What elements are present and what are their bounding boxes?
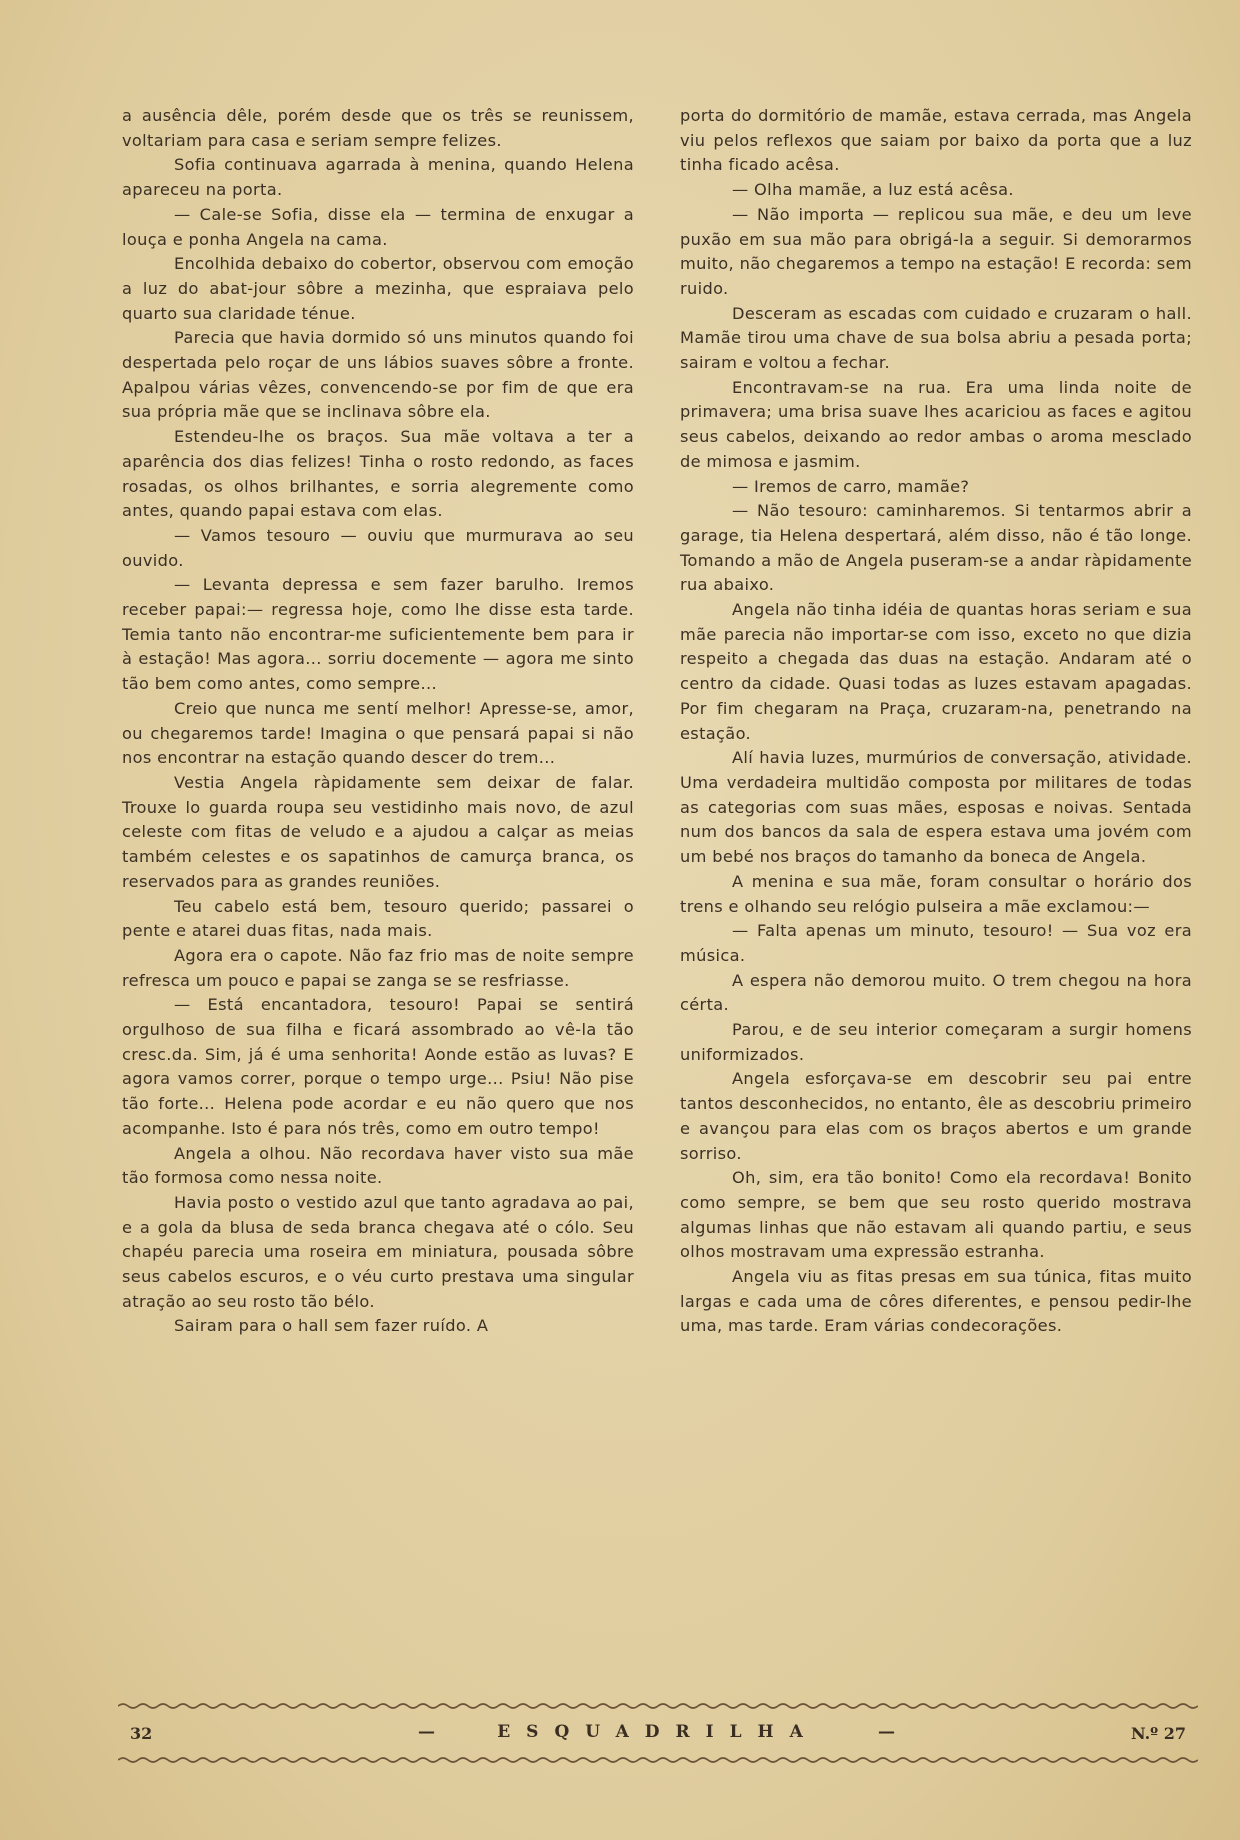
paragraph: Creio que nunca me sentí melhor! Apresse-se, amor, ou chegaremos tarde! Imagina o que pensará papai si não nos encontrar na estação quando descer do trem... <box>122 698 634 768</box>
paragraph: — Falta apenas um minuto, tesouro! — Sua voz era música. <box>680 921 1192 965</box>
paragraph: Estendeu-lhe os braços. Sua mãe voltava a ter a aparência dos dias felizes! Tinha o rosto redondo, as faces rosadas, os olhos brilhantes, e sorria alegremente como antes, quando papai estava com elas. <box>122 427 634 521</box>
magazine-title: ESQUADRILHA <box>497 1722 819 1742</box>
paragraph: Angela não tinha idéia de quantas horas seriam e sua mãe parecia não importar-se com isso, exceto no que dizia respeito a chegada das duas na estação. Andaram até o centro da cidade. Quasi todas as luzes estavam apagadas. Por fim chegaram na Praça, cruzaram-na, penetrando na estação. <box>680 600 1192 743</box>
bottom-wavy-rule <box>118 1756 1198 1764</box>
paragraph: — Está encantadora, tesouro! Papai se sentirá orgulhoso de sua filha e ficará assombrado ao vê-la tão cresc.da. Sim, já é uma senhorita! Aonde estão as luvas? E agora vamos correr, porque o tempo urge... Psiu! Não pise tão forte... Helena pode acordar e eu não quero que nos acompanhe. Isto é para nós três, como em outro tempo! <box>122 995 634 1138</box>
footer-dash-right: — <box>878 1722 895 1742</box>
paragraph: — Vamos tesouro — ouviu que murmurava ao seu ouvido. <box>122 525 634 570</box>
paragraph: Agora era o capote. Não faz frio mas de noite sempre refresca um pouco e papai se zanga se se resfriasse. <box>122 945 634 990</box>
top-wavy-rule <box>118 1702 1198 1710</box>
paragraph: Angela a olhou. Não recordava haver visto sua mãe tão formosa como nessa noite. <box>122 1143 634 1188</box>
issue-number: N.º 27 <box>1130 1724 1186 1743</box>
paragraph: Encontravam-se na rua. Era uma linda noite de primavera; uma brisa suave lhes acariciou as faces e agitou seus cabelos, deixando ao redor ambas o aroma mesclado de mimosa e jasmim. <box>680 377 1192 471</box>
paragraph: — Não tesouro: caminharemos. Si tentarmos abrir a garage, tia Helena despertará, além disso, não é tão longe. Tomando a mão de Angela puseram-se a andar ràpidamente rua abaixo. <box>680 501 1192 595</box>
page-footer <box>118 1720 1198 1750</box>
paragraph: Teu cabelo está bem, tesouro querido; passarei o pente e atarei duas fitas, nada mais. <box>122 896 634 941</box>
paragraph: — Cale-se Sofia, disse ela — termina de enxugar a louça e ponha Angela na cama. <box>122 204 634 249</box>
paragraph: Encolhida debaixo do cobertor, observou com emoção a luz do abat-jour sôbre a mezinha, que espraiava pelo quarto sua claridade ténue. <box>122 254 634 323</box>
paragraph: — Levanta depressa e sem fazer barulho. Iremos receber papai:— regressa hoje, como lhe disse esta tarde. Temia tanto não encontrar-me suficientemente bem para ir à estação! Mas agora... sorriu docemente — agora me sinto tão bem como antes, como sempre... <box>122 575 634 694</box>
paragraph: Sairam para o hall sem fazer ruído. A <box>174 1316 489 1336</box>
paragraph: A menina e sua mãe, foram consultar o horário dos trens e olhando seu relógio pulseira a mãe exclamou:— <box>680 871 1192 916</box>
right-text-column <box>680 104 1192 1339</box>
paragraph: Angela esforçava-se em descobrir seu pai entre tantos desconhecidos, no entanto, êle as descobriu primeiro e avançou para elas com os braços abertos e um grande sorriso. <box>680 1069 1192 1163</box>
paragraph: Desceram as escadas com cuidado e cruzaram o hall. Mamãe tirou uma chave de sua bolsa abriu a pesada porta; sairam e voltou a fechar. <box>680 303 1192 373</box>
left-text-column <box>122 104 634 1339</box>
paragraph: Vestia Angela ràpidamente sem deixar de falar. Trouxe lo guarda roupa seu vestidinho mais novo, de azul celeste com fitas de veludo e a ajudou a calçar as meias também celestes e os sapatinhos de camurça branca, os reservados para as grandes reuniões. <box>122 772 634 891</box>
paragraph: A espera não demorou muito. O trem chegou na hora cérta. <box>680 970 1192 1015</box>
page-number: 32 <box>130 1724 153 1743</box>
paragraph: — Iremos de carro, mamãe? <box>732 476 970 496</box>
paragraph: — Não importa — replicou sua mãe, e deu um leve puxão em sua mão para obrigá-la a seguir. Si demorarmos muito, não chegaremos a tempo na estação! E recorda: sem ruido. <box>680 204 1192 298</box>
paragraph: Oh, sim, era tão bonito! Como ela recordava! Bonito como sempre, se bem que seu rosto querido mostrava algumas linhas que não estavam ali quando partiu, e seus olhos mostravam uma expressão estranha. <box>680 1168 1192 1262</box>
paragraph: a ausência dêle, porém desde que os três se reunissem, voltariam para casa e seriam sempre felizes. <box>122 106 634 150</box>
paragraph: — Olha mamãe, a luz está acêsa. <box>732 180 1014 200</box>
paragraph: porta do dormitório de mamãe, estava cerrada, mas Angela viu pelos reflexos que saiam por baixo da porta que a luz tinha ficado acêsa. <box>680 106 1192 175</box>
paragraph: Alí havia luzes, murmúrios de conversação, atividade. Uma verdadeira multidão composta por militares de todas as categorias com suas mães, esposas e noivas. Sentada num dos bancos da sala de espera estava uma jovém com um bebé nos braços do tamanho da boneca de Angela. <box>680 748 1192 867</box>
paragraph: Havia posto o vestido azul que tanto agradava ao pai, e a gola da blusa de seda branca chegava até o cólo. Seu chapéu parecia uma roseira em miniatura, pousada sôbre seus cabelos escuros, e o véu curto prestava uma singular atração ao seu rosto tão bélo. <box>122 1192 634 1311</box>
footer-dash-left: — <box>418 1722 435 1742</box>
paragraph: Angela viu as fitas presas em sua túnica, fitas muito largas e cada uma de côres diferentes, e pensou pedir-lhe uma, mas tarde. Eram várias condecorações. <box>680 1267 1192 1336</box>
paragraph: Parecia que havia dormido só uns minutos quando foi despertada pelo roçar de uns lábios suaves sôbre a fronte. Apalpou várias vêzes, convencendo-se por fim de que era sua própria mãe que se inclinava sôbre ela. <box>122 328 634 422</box>
paragraph: Sofia continuava agarrada à menina, quando Helena apareceu na porta. <box>122 155 634 200</box>
paragraph: Parou, e de seu interior começaram a surgir homens uniformizados. <box>680 1020 1192 1064</box>
